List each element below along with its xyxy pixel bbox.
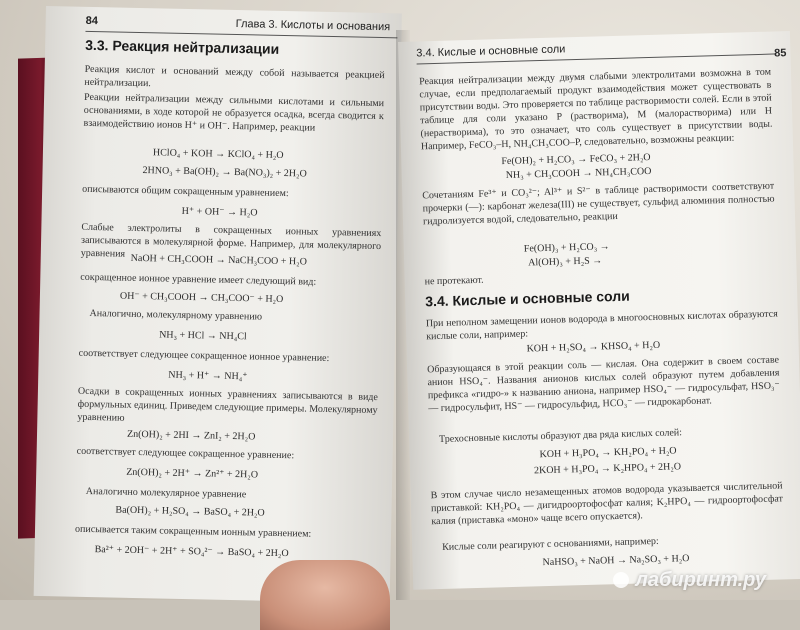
equation: NH₃ + CH₃COOH → NH₄CH₃COO [505, 165, 652, 182]
right-page-number: 85 [774, 47, 787, 60]
paragraph: Аналогично, молекулярному уравнению [89, 307, 263, 323]
equation: Ba²⁺ + 2OH⁻ + 2H⁺ + SO₄²⁻ → BaSO₄ + 2H₂O [94, 544, 289, 560]
equation: Zn(OH)₂ + 2HI → ZnI₂ + 2H₂O [126, 428, 256, 443]
equation: NH₃ + H⁺ → NH₄⁺ [168, 369, 248, 383]
paragraph: В этом случае число незамещенных атомов водорода указывается числительной приставкой: KH₂PO₄ — дигидроортофосфат калия; K₂HPO₄ — гидроортофосфат калия (приставка «моно» чаще всего опускается). [430, 480, 784, 528]
equation: KOH + H₃PO₄ → KH₂PO₄ + H₂O [539, 445, 677, 461]
paragraph: сокращенное ионное уравнение имеет следующий вид: [80, 271, 317, 288]
paragraph: Аналогично молекулярное уравнение [85, 485, 247, 501]
paragraph: соответствует следующее сокращенное уравнение: [76, 445, 295, 462]
right-running-head [416, 37, 776, 64]
equation: 2KOH + H₃PO₄ → K₂HPO₄ + 2H₂O [533, 461, 682, 477]
paragraph: Слабые электролиты в сокращенных ионных уравнениях записываются в молекулярной форме. Например, для молекулярного уравнения [80, 221, 382, 260]
paragraph: Трехосновные кислоты образуют два ряда кислых солей: [438, 427, 683, 446]
paragraph: Реакция кислот и оснований между собой называется реакцией нейтрализации. [84, 63, 385, 90]
paragraph: Реакция нейтрализации между двумя слабыми электролитами возможна в том случае, если предполагаемый продукт взаимодействия может существовать в присутствии воды. Это проверяется по таблице растворимости солей. Если в этой таблице для соли указано P (растворима), M (малорастворима) или H (нерастворима), то это означает, что соль существует в присутствии воды. Например, FeCO₃–H, NH₄CH₃COO–P, следовательно, возможны реакции: [418, 66, 773, 153]
equation: OH⁻ + CH₃COOH → CH₃COO⁻ + H₂O [119, 290, 284, 306]
equation: KOH + H₂SO₄ → KHSO₄ + H₂O [526, 339, 661, 355]
paragraph: Кислые соли реагируют с основаниями, например: [441, 535, 659, 553]
paragraph: При неполном замещении ионов водорода в многоосновных кислотах образуются кислые соли, например: [425, 308, 778, 343]
paragraph: соответствует следующее сокращенное ионное уравнение: [78, 347, 330, 365]
equation: 2HNO₃ + Ba(OH)₂ → Ba(NO₃)₂ + 2H₂O [142, 165, 307, 180]
right-page [398, 31, 800, 590]
equation: H⁺ + OH⁻ → H₂O [181, 205, 258, 219]
paragraph: Сочетаниям Fe³⁺ и CO₃²⁻; Al³⁺ и S²⁻ в таблице растворимости соответствуют прочерки (—): карбонат железа(III) не существует, сульфид алюминия полностью гидролизуется водой, следовательно, реакции [422, 180, 775, 228]
labirint-logo-icon [613, 572, 629, 588]
watermark [613, 569, 766, 592]
paragraph: Образующаяся в этой реакции соль — кислая. Она содержит в своем составе анион HSO₄⁻. Названия анионов кислых солей образуют путем добавления префикса «гидро-» к названию аниона, например HSO₄⁻ — гидросульфат, HSO₃⁻ — гидросульфит, HS⁻ — гидросульфид, HCO₃⁻ — гидрокарбонат. [427, 354, 780, 415]
running-section-title: 3.4. Кислые и основные соли [416, 43, 566, 60]
watermark-text: лабиринт.ру [635, 569, 766, 591]
equation: Zn(OH)₂ + 2H⁺ → Zn²⁺ + 2H₂O [126, 466, 259, 481]
paragraph: Осадки в сокращенных ионных уравнениях записываются в виде формульных единиц. Приведем следующие примеры. Молекулярному уравнению [77, 385, 378, 424]
paragraph: не протекают. [424, 274, 484, 288]
left-page-number: 84 [85, 14, 99, 28]
equation: Fe(OH)₃ + H₂CO₃ → [523, 241, 610, 255]
section-heading-3-3: 3.3. Реакция нейтрализации [85, 36, 280, 57]
chapter-title: Глава 3. Кислоты и основания [235, 17, 391, 34]
section-heading-3-4: 3.4. Кислые и основные соли [425, 287, 630, 310]
equation: NH₃ + HCl → NH₄Cl [159, 329, 247, 343]
left-page [34, 6, 402, 603]
equation: HClO₄ + KOH → KClO₄ + H₂O [152, 147, 284, 162]
equation: Ba(OH)₂ + H₂SO₄ → BaSO₄ + 2H₂O [115, 504, 265, 519]
left-running-head [85, 15, 397, 39]
paragraph: описываются общим сокращенным уравнением: [82, 183, 289, 200]
equation: Fe(OH)₂ + H₂CO₃ → FeCO₃ + 2H₂O [501, 151, 651, 168]
equation: Al(OH)₃ + H₂S → [528, 255, 603, 269]
paragraph: описывается таким сокращенным ионным уравнением: [74, 523, 312, 540]
paragraph: Реакции нейтрализации между сильными кислотами и сильными основаниями, в ходе которой не образуется осадка, всегда сводится к взаимодействию ионов H⁺ и OH⁻. Например, реакции [83, 91, 385, 134]
holding-finger [260, 560, 390, 630]
equation: NaOH + CH₃COOH → NaCH₃COO + H₂O [130, 252, 307, 268]
equation: NaHSO₃ + NaOH → Na₂SO₃ + H₂O [542, 553, 690, 569]
